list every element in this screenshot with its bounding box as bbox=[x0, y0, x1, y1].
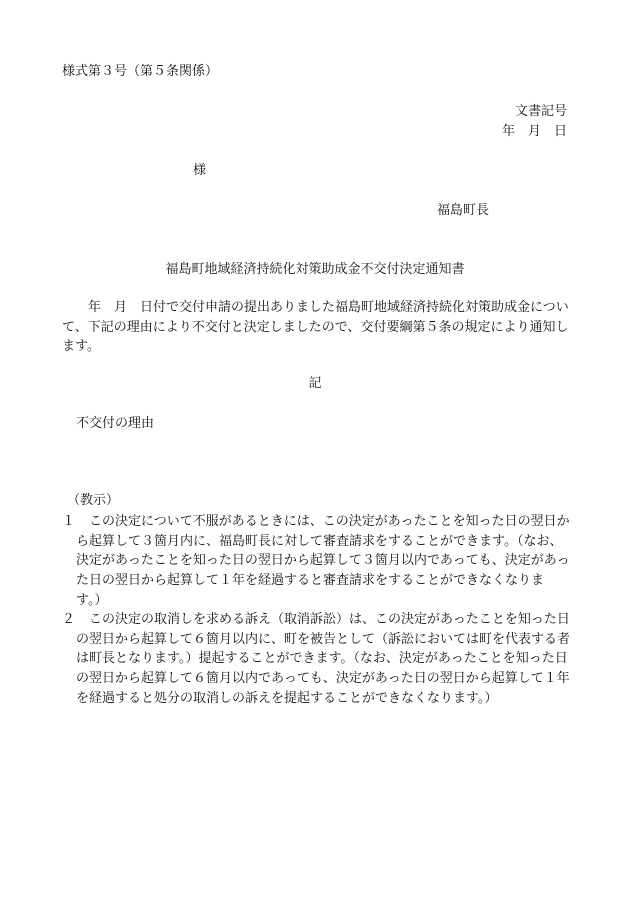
notice-item-number: ２ bbox=[62, 612, 76, 627]
body-line: ます。 bbox=[62, 339, 100, 354]
notice-item-line: 決定があったことを知った日の翌日から起算して３箇月以内であっても、決定があっ bbox=[76, 553, 570, 569]
date-line: 年 月 日 bbox=[501, 124, 567, 139]
notice-item-line: を経過すると処分の取消しの訴えを提起することができなくなります。） bbox=[76, 690, 498, 706]
notice-item-line: は町長となります。）提起することができます。（なお、決定があったことを知った日 bbox=[76, 651, 568, 667]
notice-item-1 bbox=[62, 512, 582, 611]
body-line: て、下記の理由により不交付と決定しましたので、交付要綱第５条の規定により通知し bbox=[62, 319, 569, 335]
ki-marker: 記 bbox=[308, 376, 322, 391]
body-paragraph bbox=[62, 298, 572, 357]
recipient-salutation: 様 bbox=[193, 163, 207, 178]
body-line: 年 月 日付で交付申請の提出ありました福島町地域経済持続化対策助成金につい bbox=[62, 300, 569, 315]
notice-item-line: ら起算して３箇月内に、福島町長に対して審査請求をすることができます。（なお、 bbox=[76, 533, 563, 549]
document-number-label: 文書記号 bbox=[514, 104, 567, 119]
notice-item-2 bbox=[62, 610, 582, 709]
notice-item-line: す。） bbox=[76, 592, 108, 608]
notice-item-line: た日の翌日から起算して１年を経過すると審査請求をすることができなくなりま bbox=[76, 573, 545, 589]
notice-item-line: の翌日から起算して６箇月以内であっても、決定があった日の翌日から起算して１年 bbox=[76, 671, 570, 687]
notice-item-number: １ bbox=[62, 514, 76, 529]
reason-label: 不交付の理由 bbox=[76, 416, 155, 431]
notice-item-line: この決定について不服があるときには、この決定があったことを知った日の翌日か bbox=[76, 514, 570, 529]
form-number-label: 様式第３号（第５条関係） bbox=[62, 64, 219, 79]
document-title: 福島町地域経済持続化対策助成金不交付決定通知書 bbox=[165, 262, 465, 277]
notice-heading: （教示） bbox=[67, 493, 120, 508]
issuer-name: 福島町長 bbox=[437, 203, 490, 218]
notice-item-line: この決定の取消しを求める訴え（取消訴訟）は、この決定があったことを知った日 bbox=[76, 612, 570, 627]
notice-item-line: の翌日から起算して６箇月以内に、町を被告として（訴訟においては町を代表する者 bbox=[76, 631, 571, 647]
